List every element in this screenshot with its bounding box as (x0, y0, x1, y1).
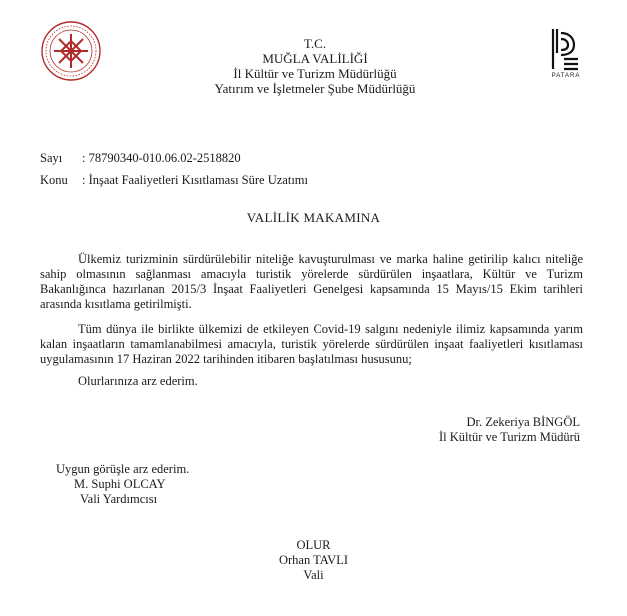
body-paragraph-3: Olurlarınıza arz ederim. (78, 374, 198, 388)
patara-label: PATARA (551, 73, 581, 79)
signature-director (420, 415, 580, 445)
director-title: İl Kültür ve Turizm Müdürü (439, 430, 580, 444)
header-line-governorship: MUĞLA VALİLİĞİ (262, 51, 368, 66)
ministry-seal-icon (40, 20, 102, 82)
meta-sayi (40, 151, 241, 166)
governor-title: Vali (303, 568, 324, 582)
deputy-note: Uygun görüşle arz ederim. (56, 462, 190, 476)
addressee-title: VALİLİK MAKAMINA (246, 210, 381, 225)
konu-label: Konu (40, 173, 68, 187)
sayi-value: : 78790340-010.06.02-2518820 (82, 151, 241, 165)
director-name: Dr. Zekeriya BİNGÖL (466, 415, 580, 429)
signature-governor (0, 538, 627, 583)
deputy-title: Vali Yardımcısı (80, 492, 158, 506)
letter-header (160, 36, 470, 96)
governor-name: Orhan TAVLI (278, 553, 348, 567)
body-paragraph-1: Ülkemiz turizminin sürdürülebilir niteliğe kavuşturulması ve marka haline getirilip kalıcı niteliğe sahip olmasının sağlanması amacıyla turistik yörelerde sürdürülen inşaatlara, Kültür ve Turizm Bakanlığınca hazırlanan 2015/3 İnşaat Faaliyetleri Genelgesi kapsamında 15 Mayıs/15 Ekim tarihleri arasında kısıtlama getirilmişti. (40, 252, 583, 311)
approval-word: OLUR (296, 538, 331, 552)
konu-value: : İnşaat Faaliyetleri Kısıtlaması Süre Uzatımı (82, 173, 308, 187)
body-paragraph-2: Tüm dünya ile birlikte ülkemizi de etkileyen Covid-19 salgını nedeniyle ilimiz kapsamında yarım kalan inşaatların tamamlanabilmesi amacıyla, turistik yörelerde sürdürülen inşaat faaliyetleri kısıtlaması uygulamasının 17 Haziran 2022 tarihinden itibaren başlatılması hususunu; (40, 322, 583, 366)
sayi-label: Sayı (40, 151, 63, 165)
deputy-name: M. Suphi OLCAY (74, 477, 166, 491)
meta-konu (40, 173, 308, 188)
header-line-branch: Yatırım ve İşletmeler Şube Müdürlüğü (214, 81, 416, 96)
patara-logo-icon (548, 22, 584, 78)
signature-deputy (56, 462, 189, 507)
header-line-tc: T.C. (303, 36, 327, 51)
header-line-directorate: İl Kültür ve Turizm Müdürlüğü (233, 66, 397, 81)
